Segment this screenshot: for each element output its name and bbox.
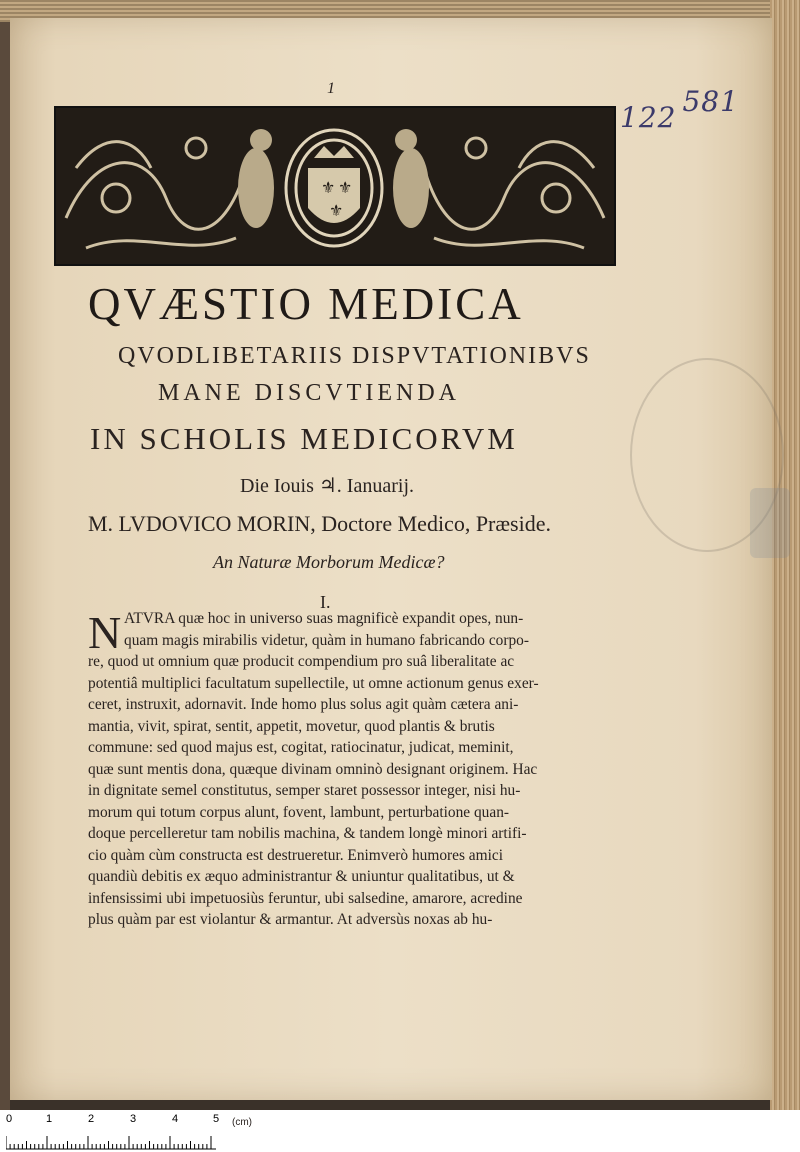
svg-text:⚜: ⚜ (321, 178, 336, 197)
ruler-number: 1 (46, 1113, 53, 1125)
section-number: I. (320, 592, 331, 612)
scale-ruler (0, 1110, 800, 1152)
body-line: quæ sunt mentis dona, quæque divinam omninò designant originem. Hac (88, 760, 538, 778)
ruler-number: 3 (130, 1113, 137, 1125)
body-line: plus quàm par est violantur & armantur. At adversùs noxas ab hu- (88, 911, 493, 928)
ruler-number: 0 (6, 1113, 13, 1125)
svg-text:⚜: ⚜ (329, 201, 344, 220)
body-line: cio quàm cùm constructa est destrueretur. Enimverò humores amici (88, 846, 503, 864)
praeses-line: M. LVDOVICO MORIN, Doctore Medico, Præside. (88, 511, 551, 536)
binding-shadow (0, 0, 10, 1110)
handwritten-number-a: 122 (620, 101, 677, 134)
body-line: re, quod ut omnium quæ producit compendium pro suâ liberalitate ac (88, 653, 515, 670)
thesis-question: An Naturæ Morborum Medicæ? (213, 552, 445, 572)
date-line: Die Iouis ♃. Ianuarij. (240, 475, 414, 497)
ruler-number: 5 (213, 1113, 220, 1125)
body-line: quam magis mirabilis videtur, quàm in humano fabricando corpo- (124, 631, 529, 649)
body-line: doque percelleretur tam nobilis machina, & tandem longè minori artifi- (88, 825, 527, 842)
svg-text:⚜: ⚜ (338, 178, 353, 197)
body-line: commune: sed quod majus est, cogitat, ratiocinatur, judicat, meminit, (88, 739, 514, 756)
handwritten-number-b: 581 (682, 85, 739, 118)
ruler-ticks (6, 1136, 216, 1150)
subtitle-line-1: QVODLIBETARIIS DISPVTATIONIBVS (118, 343, 591, 369)
body-text (88, 608, 570, 931)
body-line: mantia, vivit, spirat, sentit, appetit, movetur, quod plantis & brutis (88, 717, 495, 735)
body-line: quandiù debitis ex æquo administrantur & uniuntur qualitatibus, ut & (88, 868, 515, 885)
body-line: ceret, instruxit, adornavit. Inde homo plus solus agit quàm cætera ani- (88, 696, 519, 713)
drop-cap-letter: N (88, 607, 122, 658)
subtitle-line-2: MANE DISCVTIENDA (158, 380, 460, 406)
woodcut-headpiece-ornament (54, 106, 616, 266)
handwritten-folio-note (620, 85, 739, 134)
subtitle-line-3: IN SCHOLIS MEDICORVM (90, 421, 518, 456)
body-line: infensissimi ubi impetuosiùs feruntur, ubi salsedine, amarore, acredine (88, 889, 523, 907)
body-line: potentiâ multiplici facultatum supellectile, ut omne actionum genus exer- (88, 674, 539, 692)
blue-stamp-mark (750, 488, 790, 558)
ruler-number: 2 (88, 1113, 95, 1125)
treatise-title: QVÆSTIO MEDICA (88, 279, 524, 329)
ruler-number: 4 (172, 1113, 179, 1125)
ruler-unit: (cm) (232, 1117, 252, 1128)
page-number: 1 (327, 80, 335, 97)
body-line: ATVRA quæ hoc in universo suas magnificè expandit opes, nun- (124, 610, 524, 627)
body-line: in dignitate semel constitutus, semper staret possessor integer, nisi hu- (88, 782, 521, 799)
body-line: morum qui totum corpus alunt, fovent, lambunt, perturbatione quan- (88, 803, 510, 821)
